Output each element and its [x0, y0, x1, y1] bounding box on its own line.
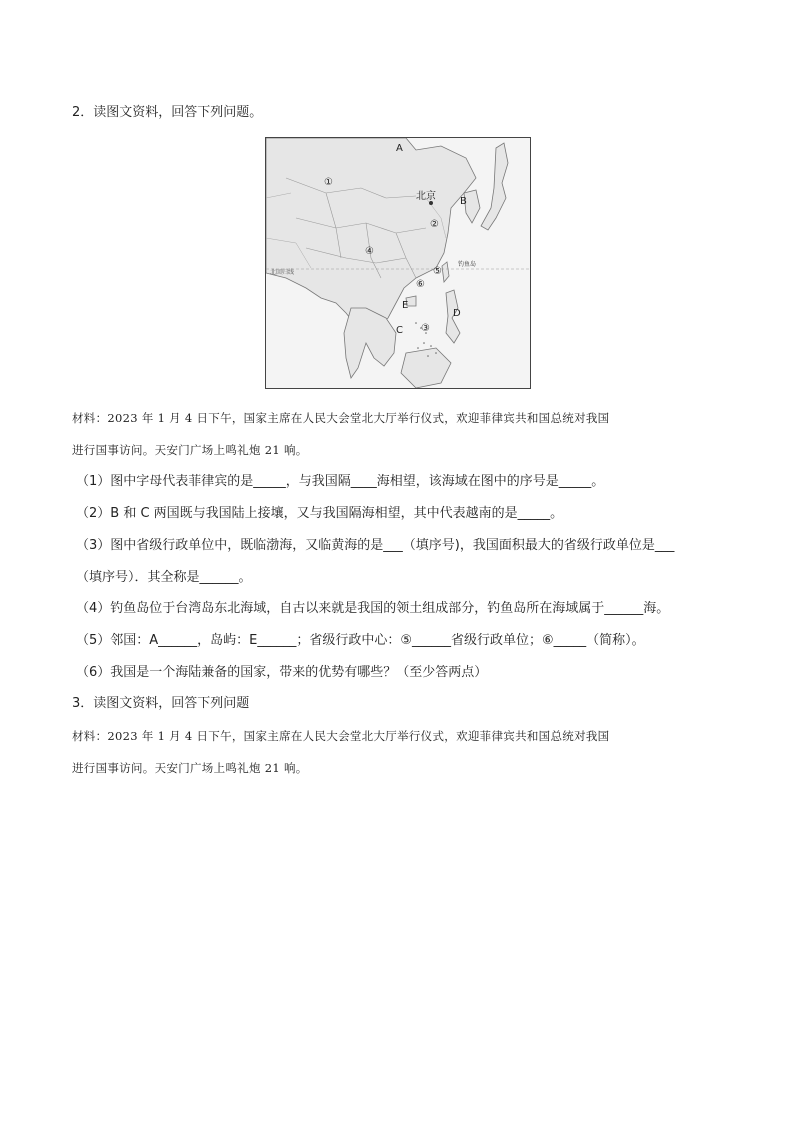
q2-material-line-2: 进行国事访问。天安门广场上鸣礼炮 21 响。: [72, 443, 308, 457]
q2-item-1: （1）图中字母代表菲律宾的是_____，与我国隔____海相望，该海域在图中的序号是_____。: [76, 474, 605, 489]
q2-item-6: （6）我国是一个海陆兼备的国家，带来的优势有哪些？（至少答两点）: [76, 665, 488, 680]
q2-item-3: （3）图中省级行政单位中，既临渤海，又临黄海的是___（填序号)，我国面积最大的省级行政单位是___: [76, 538, 675, 553]
label-n3: ③: [421, 323, 430, 334]
label-A: A: [396, 143, 403, 154]
label-C: C: [396, 325, 403, 336]
q2-item-2: （2）B 和 C 两国既与我国陆上接壤，又与我国隔海相望，其中代表越南的是_____。: [76, 506, 564, 521]
label-n5: ⑤: [433, 266, 442, 277]
q2-item-3-cont: （填序号）．其全称是______。: [76, 570, 252, 585]
label-n2: ②: [430, 219, 439, 230]
tropic-label: 北回归线: [270, 269, 295, 276]
label-n1: ①: [324, 177, 333, 188]
question-2-title: 2．读图文资料，回答下列问题。: [72, 105, 263, 120]
q3-material-line-1: 材料：2023 年 1 月 4 日下午，国家主席在人民大会堂北大厅举行仪式，欢迎菲律宾共和国总统对我国: [72, 729, 610, 743]
map-figure: [265, 137, 531, 389]
label-beijing: 北京: [416, 191, 436, 202]
asia-map: [266, 138, 530, 388]
q2-item-4: （4）钓鱼岛位于台湾岛东北海域，自古以来就是我国的领土组成部分，钓鱼岛所在海域属于______海。: [76, 601, 670, 616]
label-n6: ⑥: [416, 279, 425, 290]
label-D: D: [453, 308, 461, 319]
label-E: E: [402, 300, 409, 311]
q3-material-line-2: 进行国事访问。天安门广场上鸣礼炮 21 响。: [72, 761, 308, 775]
label-diaoyu: 钓鱼岛: [458, 261, 477, 268]
q2-item-5: （5）邻国：A______，岛屿：E______；省级行政中心：⑤______省级行政单位；⑥_____（简称）。: [76, 633, 645, 648]
q2-material-line-1: 材料：2023 年 1 月 4 日下午，国家主席在人民大会堂北大厅举行仪式，欢迎菲律宾共和国总统对我国: [72, 411, 610, 425]
label-B: B: [460, 196, 467, 207]
label-n4: ④: [365, 246, 374, 257]
question-3-title: 3．读图文资料，回答下列问题: [72, 696, 250, 711]
